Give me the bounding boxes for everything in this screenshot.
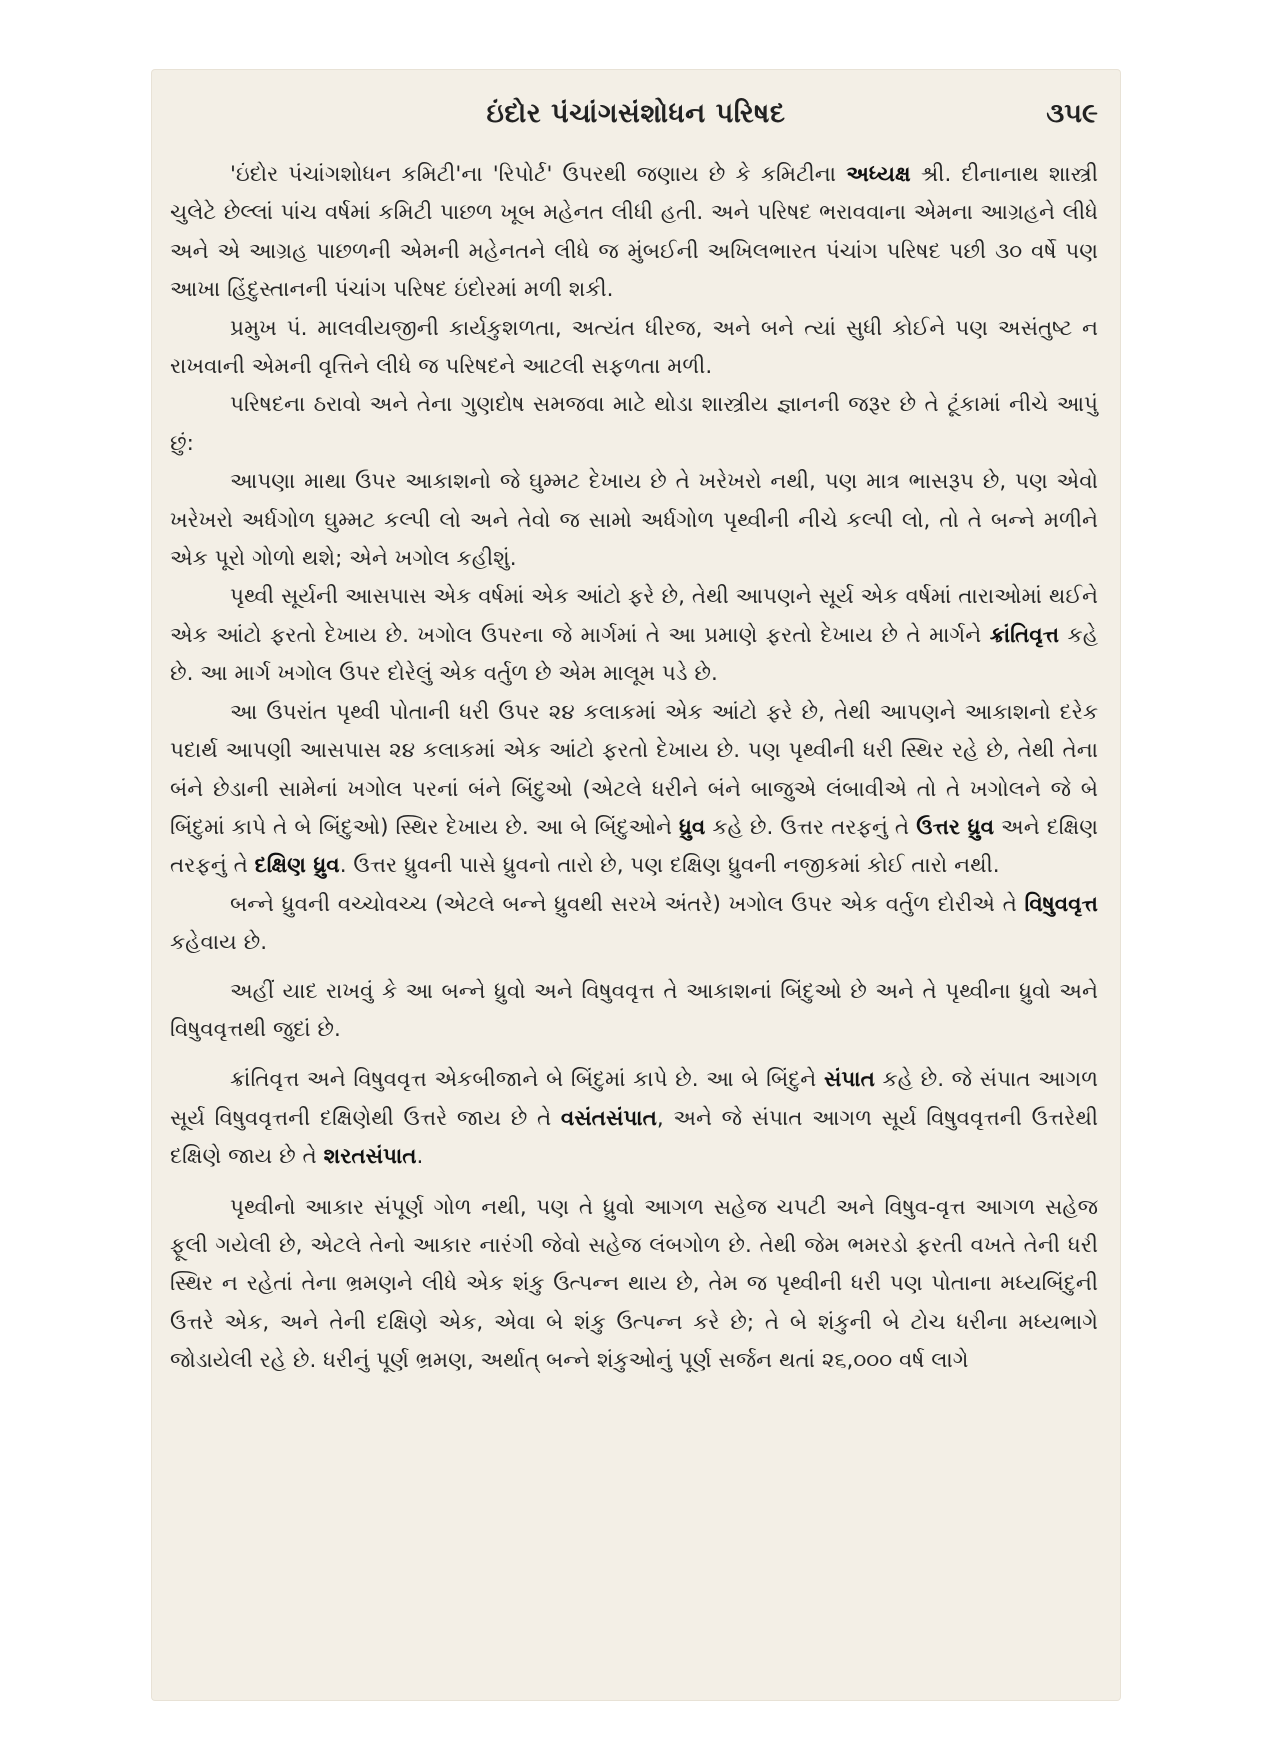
bold-term: ક્રાંતિવૃત્ત bbox=[989, 622, 1060, 648]
running-title: ઇંદોર પંચાંગસંશોધન પરિષદ bbox=[486, 98, 786, 129]
paragraph: ક્રાંતિવૃત્ત અને વિષુવવૃત્ત એકબીજાને બે બિંદુમાં કાપે છે. આ બે બિંદુને સંપાત કહે છે. જે સંપાત આગળ સૂર્ય વિષુવવૃત્તની દક્ષિણેથી ઉત્તરે જાય છે તે વસંતસંપાત, અને જે સંપાત આગળ સૂર્ય વિષુવવૃત્તની ઉત્તરેથી દક્ષિણે જાય છે તે શરતસંપાત. bbox=[170, 1067, 1098, 1170]
bold-term: વસંતસંપાત bbox=[560, 1105, 657, 1131]
scanned-page bbox=[152, 70, 1120, 1700]
paragraph: આપણા માથા ઉપર આકાશનો જે ઘુમ્મટ દેખાય છે તે ખરેખરો નથી, પણ માત્ર ભાસરૂપ છે, પણ એવો ખરેખરો અર્ધગોળ ઘુમ્મટ કલ્પી લો અને તેવો જ સામો અર્ધગોળ પૃથ્વીની નીચે કલ્પી લો, તો તે બન્ને મળીને એક પૂરો ગોળો થશે; એને ખગોલ કહીશું. bbox=[170, 469, 1098, 572]
paragraph: અહીં યાદ રાખવું કે આ બન્ને ધ્રુવો અને વિષુવવૃત્ત તે આકાશનાં બિંદુઓ છે અને તે પૃથ્વીના ધ્રુવો અને વિષુવવૃત્તથી જુદાં છે. bbox=[170, 978, 1098, 1042]
paragraph: પૃથ્વીનો આકાર સંપૂર્ણ ગોળ નથી, પણ તે ધ્રુવો આગળ સહેજ ચપટી અને વિષુવ-વૃત્ત આગળ સહેજ ફૂલી ગયેલી છે, એટલે તેનો આકાર નારંગી જેવો સહેજ લંબગોળ છે. તેથી જેમ ભમરડો ફરતી વખતે તેની ધરી સ્થિર ન રહેતાં તેના ભ્રમણને લીધે એક શંકુ ઉત્પન્ન થાય છે, તેમ જ પૃથ્વીની ધરી પણ પોતાના મધ્યબિંદુની ઉત્તરે એક, અને તેની દક્ષિણે એક, એવા બે શંકુ ઉત્પન્ન કરે છે; તે બે શંકુની બે ટોચ ધરીના મધ્યભાગે જોડાયેલી રહે છે. ધરીનું પૂર્ણ ભ્રમણ, અર્થાત્ બન્ને શંકુઓનું પૂર્ણ સર્જન થતાં ૨૬,૦૦૦ વર્ષ લાગે bbox=[170, 1194, 1098, 1374]
paragraph: પરિષદના ઠરાવો અને તેના ગુણદોષ સમજવા માટે થોડા શાસ્ત્રીય જ્ઞાનની જરૂર છે તે ટૂંકામાં નીચે આપું છું: bbox=[170, 392, 1098, 456]
bold-term: અધ્યક્ષ bbox=[846, 162, 911, 187]
bold-term: ધ્રુવ bbox=[679, 814, 706, 840]
paragraph: 'ઇંદોર પંચાંગશોધન કમિટી'ના 'રિપોર્ટ' ઉપરથી જણાય છે કે કમિટીના અધ્યક્ષ શ્રી. દીનાનાથ શાસ્ત્રી ચુલેટે છેલ્લાં પાંચ વર્ષમાં કમિટી પાછળ ખૂબ મહેનત લીધી હતી. અને પરિષદ ભરાવવાના એમના આગ્રહને લીધે અને એ આગ્રહ પાછળની એમની મહેનતને લીધે જ મુંબઈની અખિલભારત પંચાંગ પરિષદ પછી ૩૦ વર્ષે પણ આખા હિંદુસ્તાનની પંચાંગ પરિષદ ઇંદોરમાં મળી શકી. bbox=[170, 162, 1098, 303]
bold-term: ઉત્તર ધ્રુવ bbox=[916, 814, 994, 840]
body-text bbox=[170, 156, 1098, 1381]
paragraph: પ્રમુખ પં. માલવીયજીની કાર્યકુશળતા, અત્યંત ધીરજ, અને બને ત્યાં સુધી કોઈને પણ અસંતુષ્ટ ન રાખવાની એમની વૃત્તિને લીધે જ પરિષદને આટલી સફળતા મળી. bbox=[170, 315, 1098, 380]
paragraph: પૃથ્વી સૂર્યની આસપાસ એક વર્ષમાં એક આંટો ફરે છે, તેથી આપણને સૂર્ય એક વર્ષમાં તારાઓમાં થઈને એક આંટો ફરતો દેખાય છે. ખગોલ ઉપરના જે માર્ગમાં તે આ પ્રમાણે ફરતો દેખાય છે તે માર્ગને ક્રાંતિવૃત્ત કહે છે. આ માર્ગ ખગોલ ઉપર દોરેલું એક વર્તુળ છે એમ માલૂમ પડે છે. bbox=[170, 584, 1098, 687]
bold-term: સંપાત bbox=[823, 1067, 875, 1093]
paragraph: આ ઉપરાંત પૃથ્વી પોતાની ધરી ઉપર ૨૪ કલાકમાં એક આંટો ફરે છે, તેથી આપણને આકાશનો દરેક પદાર્થ આપણી આસપાસ ૨૪ કલાકમાં એક આંટો ફરતો દેખાય છે. પણ પૃથ્વીની ધરી સ્થિર રહે છે, તેથી તેના બંને છેડાની સામેનાં ખગોલ પરનાં બંને બિંદુઓ (એટલે ધરીને બંને બાજુએ લંબાવીએ તો તે ખગોલને જે બે બિંદુમાં કાપે તે બે બિંદુઓ) સ્થિર દેખાય છે. આ બે બિંદુઓને ધ્રુવ કહે છે. ઉત્તર તરફનું તે ઉત્તર ધ્રુવ અને દક્ષિણ તરફનું તે દક્ષિણ ધ્રુવ. ઉત્તર ધ્રુવની પાસે ધ્રુવનો તારો છે, પણ દક્ષિણ ધ્રુવની નજીકમાં કોઈ તારો નથી. bbox=[170, 699, 1098, 879]
page-header bbox=[152, 98, 1120, 138]
paragraph: બન્ને ધ્રુવની વચ્ચોવચ્ચ (એટલે બન્ને ધ્રુવથી સરખે અંતરે) ખગોલ ઉપર એક વર્તુળ દોરીએ તે વિષુવવૃત્ત કહેવાય છે. bbox=[170, 891, 1098, 956]
page-number: ૩૫૯ bbox=[1046, 98, 1098, 129]
bold-term: વિષુવવૃત્ત bbox=[1024, 891, 1098, 917]
bold-term: શરતસંપાત bbox=[323, 1144, 417, 1170]
bold-term: દક્ષિણ ધ્રુવ bbox=[254, 853, 340, 879]
